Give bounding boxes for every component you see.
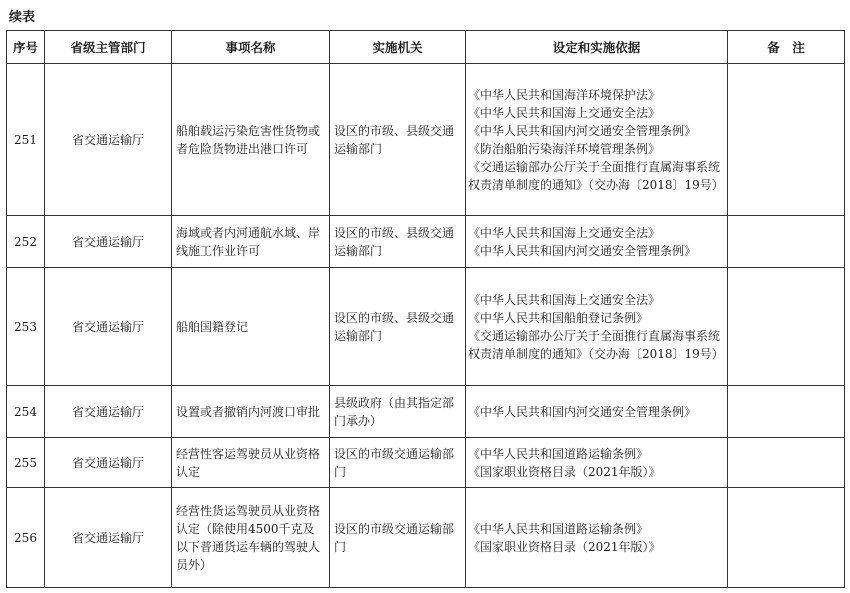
table-row: [7, 386, 845, 438]
basis-line: 《中华人民共和国道路运输条例》: [468, 446, 649, 461]
row-dept: 省交通运输厅: [45, 438, 172, 488]
basis-line: 《中华人民共和国海洋环境保护法》: [468, 87, 661, 102]
row-remark: [728, 386, 845, 438]
row-basis: [466, 268, 728, 386]
row-dept: 省交通运输厅: [45, 268, 172, 386]
basis-line: 《中华人民共和国海上交通安全法》: [468, 225, 661, 240]
row-agency: 设区的市级交通运输部门: [330, 438, 466, 488]
basis-line: 《中华人民共和国海上交通安全法》: [468, 292, 661, 307]
row-item: 船舶国籍登记: [172, 268, 330, 386]
basis-line: 《国家职业资格目录（2021年版）》: [468, 539, 661, 554]
basis-line: 《中华人民共和国船舶登记条例》: [468, 310, 649, 325]
table-row: [7, 64, 845, 216]
table-caption: 续表: [9, 10, 36, 25]
row-no: 253: [7, 268, 45, 386]
header-agency: 实施机关: [330, 31, 466, 64]
row-item: 海域或者内河通航水域、岸线施工作业许可: [172, 216, 330, 268]
row-remark: [728, 268, 845, 386]
header-item: 事项名称: [172, 31, 330, 64]
row-no: 251: [7, 64, 45, 216]
row-agency: 设区的市级、县级交通运输部门: [330, 64, 466, 216]
table-row: [7, 438, 845, 488]
row-agency: 县级政府（由其指定部门承办）: [330, 386, 466, 438]
header-dept: 省级主管部门: [45, 31, 172, 64]
row-remark: [728, 64, 845, 216]
row-item: 经营性客运驾驶员从业资格认定: [172, 438, 330, 488]
row-remark: [728, 438, 845, 488]
row-no: 252: [7, 216, 45, 268]
row-dept: 省交通运输厅: [45, 216, 172, 268]
header-no: 序号: [7, 31, 45, 64]
row-agency: 设区的市级交通运输部门: [330, 488, 466, 588]
row-remark: [728, 488, 845, 588]
row-dept: 省交通运输厅: [45, 64, 172, 216]
basis-line: 《中华人民共和国内河交通安全管理条例》: [468, 404, 697, 419]
row-basis: [466, 488, 728, 588]
row-remark: [728, 216, 845, 268]
row-item: 船舶载运污染危害性货物或者危险货物进出港口许可: [172, 64, 330, 216]
table-row: [7, 216, 845, 268]
header-row: [7, 31, 845, 64]
row-item: 经营性货运驾驶员从业资格认定（除使用4500千克及以下普通货运车辆的驾驶人员外）: [172, 488, 330, 588]
basis-line: 《中华人民共和国内河交通安全管理条例》: [468, 243, 697, 258]
row-basis: [466, 438, 728, 488]
row-dept: 省交通运输厅: [45, 488, 172, 588]
row-basis: [466, 386, 728, 438]
approval-items-table: [6, 30, 845, 588]
basis-line: 《交通运输部办公厅关于全面推行直属海事系统权责清单制度的通知》（交办海〔2018〕19号）: [468, 159, 724, 192]
row-basis: [466, 216, 728, 268]
row-item: 设置或者撤销内河渡口审批: [172, 386, 330, 438]
header-basis: 设定和实施依据: [466, 31, 728, 64]
basis-line: 《中华人民共和国内河交通安全管理条例》: [468, 123, 697, 138]
table-row: [7, 488, 845, 588]
row-agency: 设区的市级、县级交通运输部门: [330, 216, 466, 268]
basis-line: 《国家职业资格目录（2021年版）》: [468, 464, 661, 479]
header-remark: 备 注: [728, 31, 845, 64]
basis-line: 《防治船舶污染海洋环境管理条例》: [468, 141, 661, 156]
table-row: [7, 268, 845, 386]
row-no: 256: [7, 488, 45, 588]
row-no: 254: [7, 386, 45, 438]
row-no: 255: [7, 438, 45, 488]
basis-line: 《交通运输部办公厅关于全面推行直属海事系统权责清单制度的通知》（交办海〔2018〕19号）: [468, 328, 724, 361]
row-basis: [466, 64, 728, 216]
row-agency: 设区的市级、县级交通运输部门: [330, 268, 466, 386]
basis-line: 《中华人民共和国道路运输条例》: [468, 521, 649, 536]
basis-line: 《中华人民共和国海上交通安全法》: [468, 105, 661, 120]
row-dept: 省交通运输厅: [45, 386, 172, 438]
